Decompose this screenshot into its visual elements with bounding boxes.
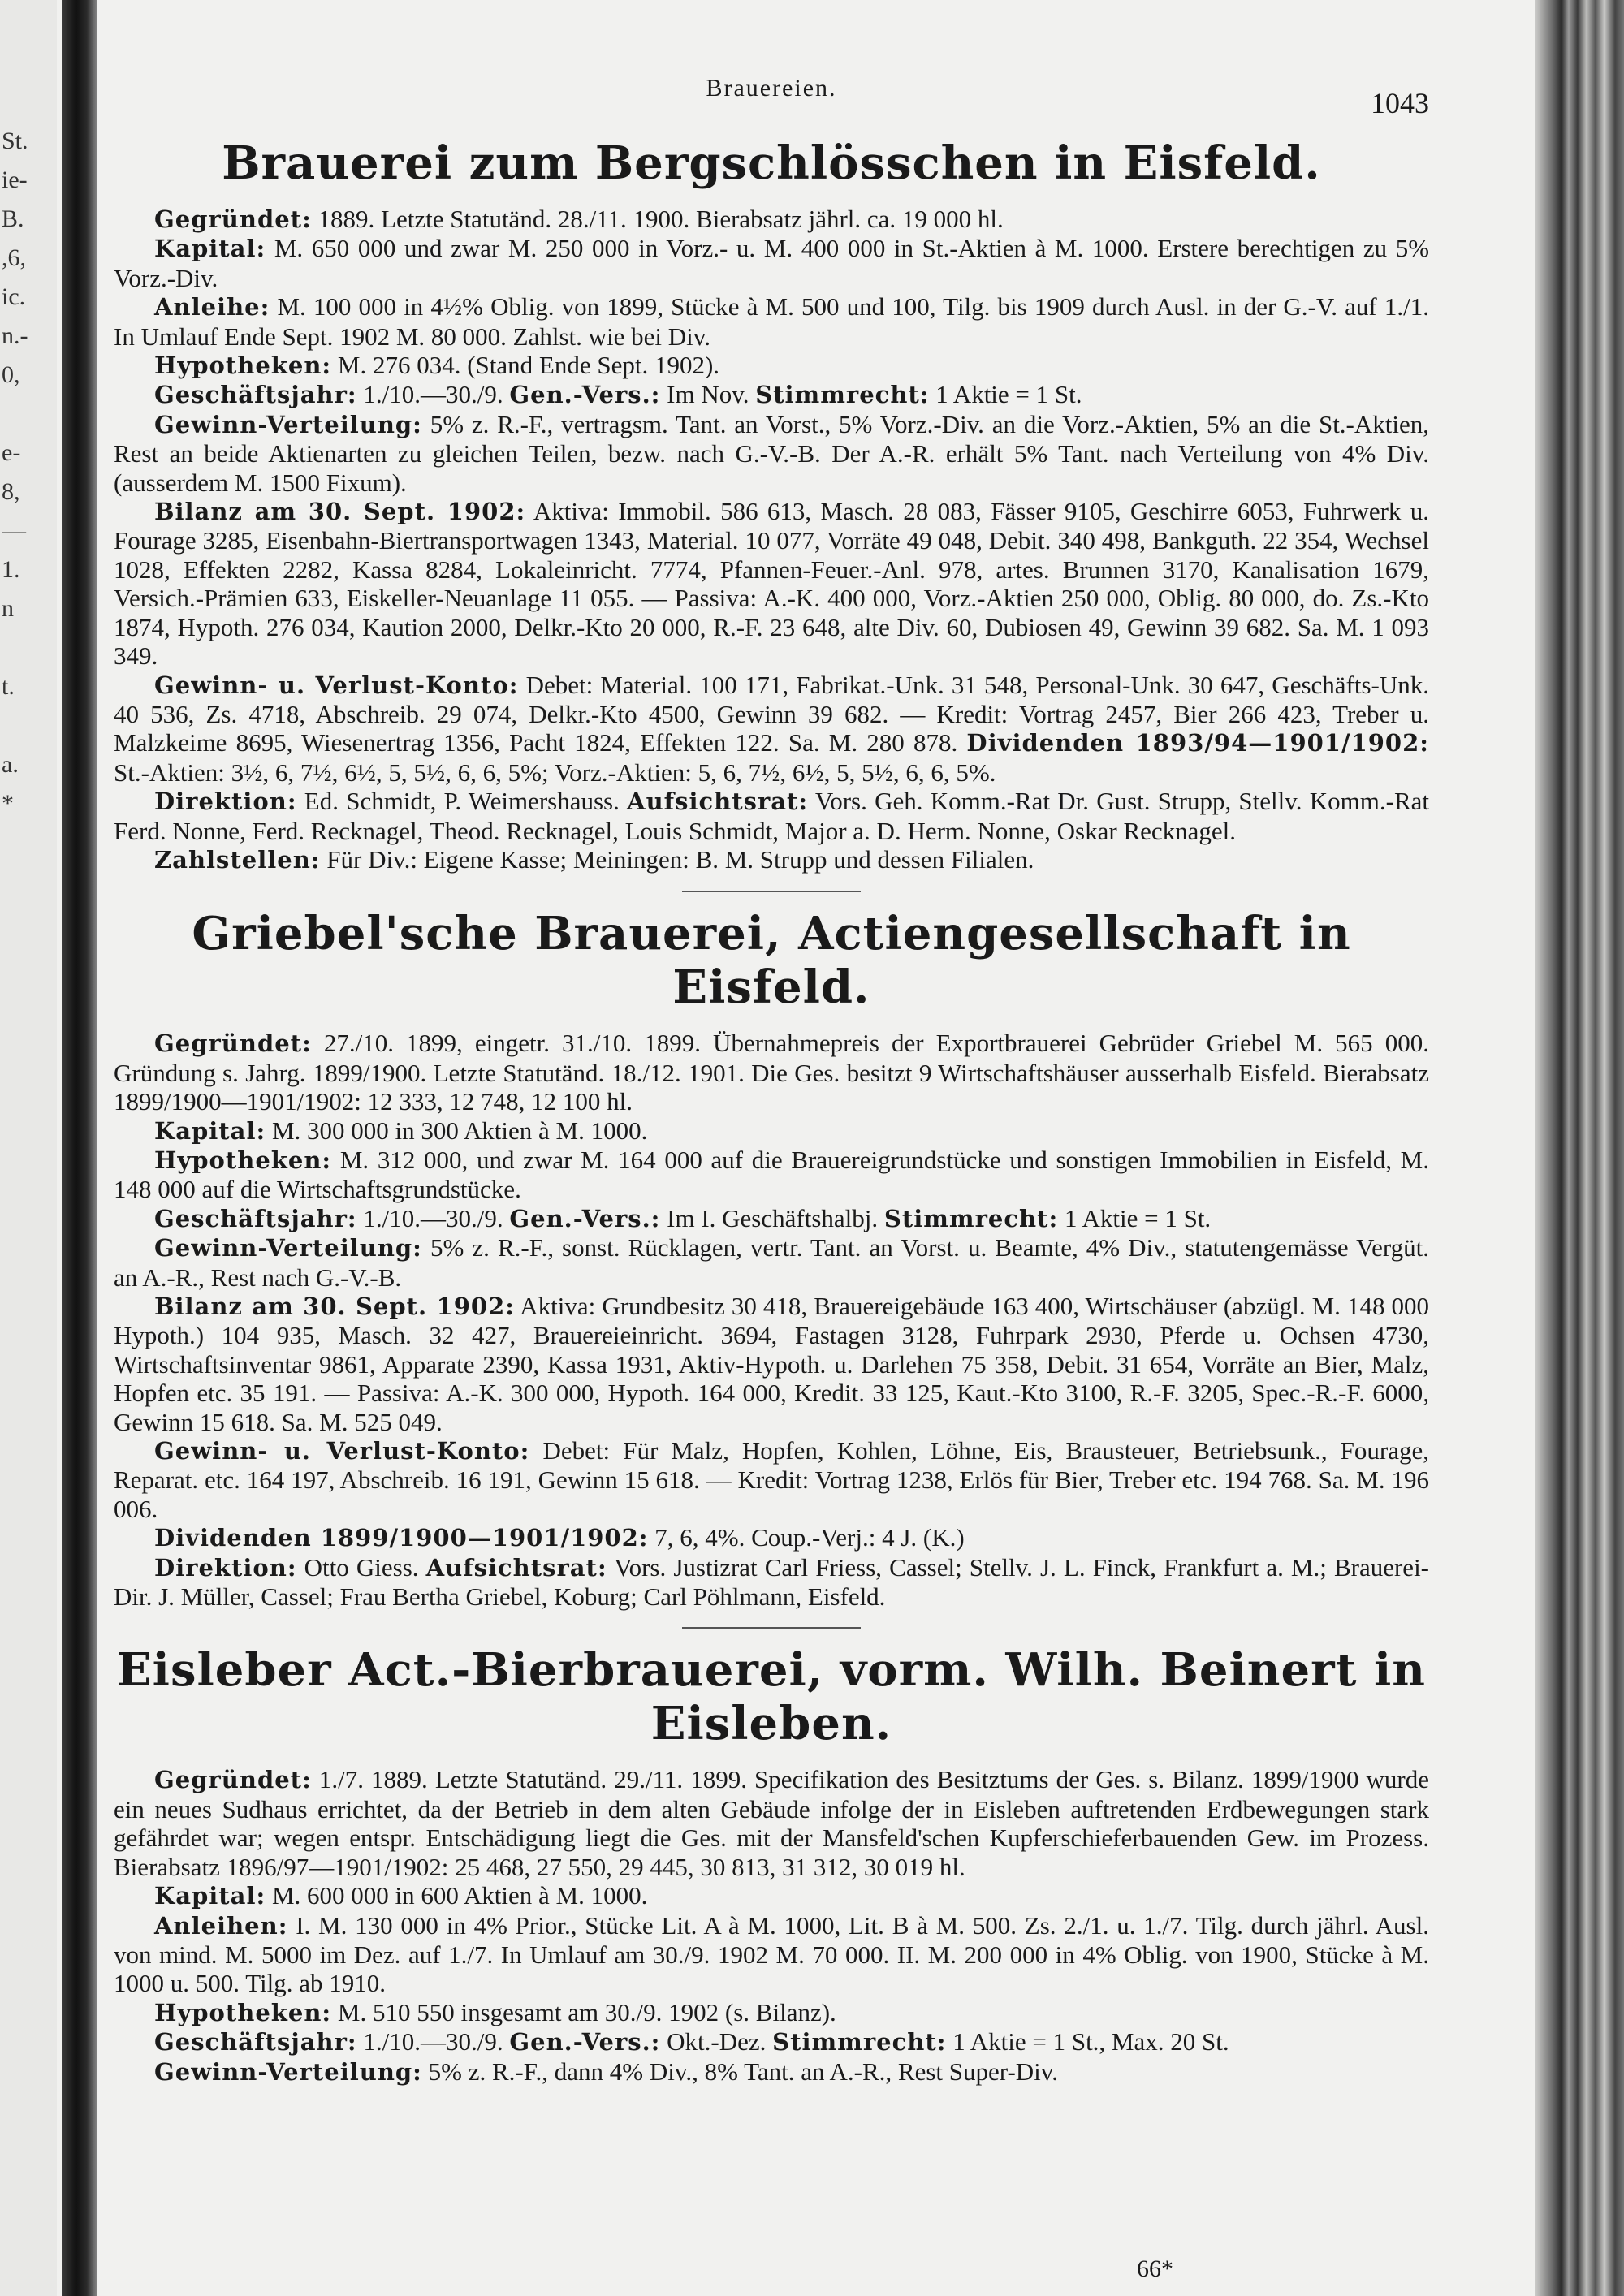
entry-paragraph [114,1233,1429,1292]
gutter-fragment [2,706,34,745]
entry-paragraph [114,1911,1429,1998]
left-page-edge [0,0,57,2296]
entry-label: Bilanz am 30. Sept. 1902: [154,498,526,526]
entry-text: M. 510 550 insgesamt am 30./9. 1902 (s. Bilanz). [337,1997,836,2026]
entry-label: Gen.-Vers.: [509,1204,661,1232]
entry-text: 27./10. 1899, eingetr. 31./10. 1899. Übernahmepreis der Exportbrauerei Gebrüder Griebel M. 565 000. Gründung s. Jahrg. 1899/1900. Letzte Statutänd. 18./12. 1901. Die Ges. besitzt 9 Wirtschaftshäuser ausserhalb Eisfeld. Bierabsatz 1899/1900—1901/1902: 12 333, 12 748, 12 100 hl. [114,1029,1429,1116]
entry-paragraph [114,1881,1429,1910]
entry-label: Anleihen: [154,1911,288,1940]
entry-paragraph [114,292,1429,351]
entry-label: Direktion: [154,1553,297,1582]
company-title: Griebel'sche Brauerei, Actiengesellschaft in Eisfeld. [192,907,1351,1015]
entry-label: Zahlstellen: [154,845,321,874]
entry-paragraph [114,351,1429,380]
entry-paragraph [114,2057,1429,2087]
gutter-fragment: ,6, [2,244,26,271]
entry-text: M. 650 000 und zwar M. 250 000 in Vorz.- u. M. 400 000 in St.-Aktien à M. 1000. Erstere berechtigen zu 5% Vorz.-Div. [114,234,1430,292]
entry-text: 5% z. R.-F., vertragsm. Tant. an Vorst., 5% Vorz.-Div. an die Vorz.-Aktien, 5% an die St.-Aktien, Rest an beide Aktienarten zu gleichen Teilen, bezw. nach G.-V.-B. Der A.-R. erhält 5% Tant. nach Verteilung von 4% Div. (ausserdem M. 1500 Fixum). [114,409,1430,497]
entry-text: Ed. Schmidt, P. Weimershauss. [304,787,620,816]
entry-text: I. M. 130 000 in 4% Prior., Stücke Lit. A à M. 1000, Lit. B à M. 500. Zs. 2./1. u. 1./7. Tilg. durch jährl. Ausl. von mind. M. 5000 im Dez. auf 1./7. In Umlauf am 30./9. 1902 M. 70 000. II. M. 200 000 in 4% Oblig. von 1900, Stücke à M. 1000 u. 500. Tilg. ab 1910. [114,1910,1429,1998]
entry-label: Dividenden 1893/94—1901/1902: [966,729,1429,757]
entry-paragraph [114,1292,1429,1436]
entry-label: Kapital: [154,235,266,263]
entry-label: Stimmrecht: [883,1204,1059,1232]
entry-text: M. 600 000 in 600 Aktien à M. 1000. [271,1881,648,1910]
gutter-fragment: n.- [2,322,28,349]
entry-text: 7, 6, 4%. Coup.-Verj.: 4 J. (K.) [654,1523,965,1552]
entry-text: Vors. Justizrat Carl Friess, Cassel; Stellv. J. L. Finck, Frankfurt a. M.; Brauerei-Dir. J. Müller, Cassel; Frau Bertha Griebel, Koburg; Carl Pöhlmann, Eisfeld. [114,1552,1430,1612]
gutter-fragment [2,395,34,434]
entry-text: 1./10.—30./9. [363,2027,503,2056]
gutter-fragment: St. [2,127,28,154]
entry-label: Hypotheken: [154,352,332,380]
section-divider [682,891,861,892]
entry-label: Aufsichtsrat: [425,1553,607,1582]
company-title: Eisleber Act.-Bierbrauerei, vorm. Wilh. Beinert in Eisleben. [117,1643,1426,1751]
entry-paragraph [114,1523,1429,1552]
entry-label: Gewinn- u. Verlust-Konto: [154,1437,530,1465]
entry-text: Für Div.: Eigene Kasse; Meiningen: B. M. Strupp und dessen Filialen. [326,844,1034,874]
company-section [114,907,1429,1611]
entry-text: Aktiva: Grundbesitz 30 418, Brauereigebäude 163 400, Wirtschäuser (abzügl. M. 148 000 Hypoth.) 104 935, Masch. 32 427, Brauereieinricht. 3694, Fastagen 3128, Fuhrpark 2930, Pferde u. Ochsen 4730, Wirtschaftsinventar 9861, Apparate 2390, Kassa 1931, Aktiv-Hypoth. u. Darlehen 75 358, Debit. 31 654, Vorräte an Bier, Malz, Hopfen etc. 35 191. — Passiva: A.-K. 300 000, Hypoth. 164 000, Kredit. 33 125, Kaut.-Kto 3100, R.-F. 3205, Spec.-R.-F. 6000, Gewinn 15 618. Sa. M. 525 049. [114,1292,1430,1436]
entry-paragraph [114,205,1429,234]
entry-label: Stimmrecht: [772,2028,947,2056]
gutter-fragment: ie- [2,166,28,193]
gutter-fragment: B. [2,205,24,232]
entry-text: 1./10.—30./9. [363,1203,503,1232]
entry-label: Gewinn-Verteilung: [154,410,422,438]
entry-text: Debet: Für Malz, Hopfen, Kohlen, Löhne, Eis, Brausteuer, Betriebsunk., Fourage, Reparat. etc. 164 197, Abschreib. 16 191, Gewinn 15 618. — Kredit: Vortrag 1238, Erlös für Bier, Treber etc. 194 768. Sa. M. 196 006. [114,1436,1429,1523]
entry-text: Vors. Geh. Komm.-Rat Dr. Gust. Strupp, Stellv. Komm.-Rat Ferd. Nonne, Ferd. Recknagel, Theod. Recknagel, Louis Schmidt, Major a. D. Herm. Nonne, Oskar Recknagel. [114,787,1429,845]
entry-label: Gewinn-Verteilung: [154,1234,422,1262]
gutter-fragment: t. [2,673,15,700]
entry-paragraph [114,1146,1429,1204]
gutter-fragment: a. [2,751,19,778]
entry-label: Anleihe: [154,293,270,322]
gutter-fragment: — [2,517,26,544]
entry-paragraph [114,1116,1429,1146]
running-title: Brauereien. [706,75,837,101]
entry-label: Kapital: [154,1116,266,1145]
entry-label: Aufsichtsrat: [627,788,809,816]
gutter-fragment [2,628,34,667]
gutter-fragment: e- [2,439,21,466]
entry-paragraph [114,380,1429,409]
signature-mark: 66* [1137,2255,1173,2282]
entry-label: Gewinn- u. Verlust-Konto: [154,671,519,699]
entry-text: Otto Giess. [304,1552,419,1582]
gutter-fragment: 0, [2,361,20,388]
entry-text: Debet: Material. 100 171, Fabrikat.-Unk. 31 548, Personal-Unk. 30 647, Geschäfts-Unk. 40 536, Zs. 4718, Abschreib. 29 074, Delkr.-Kto 4500, Gewinn 39 682. — Kredit: Vortrag 2457, Bier 266 423, Treber u. Malzkeime 8695, Wiesenertrag 1356, Pacht 1824, Effekten 122. Sa. M. 280 878. [114,670,1429,757]
entry-text: Aktiva: Immobil. 586 613, Masch. 28 083, Fässer 9105, Geschirre 6053, Fuhrwerk u. Fourage 3285, Eisenbahn-Biertransportwagen 1343, Material. 10 077, Vorräte 49 048, Debit. 340 498, Bankguth. 22 354, Wechsel 1028, Effekten 2282, Kassa 8284, Lokaleinricht. 7774, Pfannen-Feuer.-Anl. 978, artes. Brunnen 3170, Kanalisation 1679, Versich.-Prämien 633, Eiskeller-Neuanlage 11 055. — Passiva: A.-K. 400 000, Vorz.-Aktien 250 000, Oblig. 80 000, do. Zs.-Kto 1874, Hypoth. 276 034, Kaution 2000, Delkr.-Kto 20 000, R.-F. 23 648, alte Div. 60, Dubiosen 49, Gewinn 39 682. Sa. M. 1 093 349. [114,497,1430,671]
entry-label: Kapital: [154,1882,266,1910]
entry-paragraph [114,1204,1429,1233]
entry-label: Geschäftsjahr: [154,2028,357,2056]
entry-text: M. 100 000 in 4½% Oblig. von 1899, Stücke à M. 500 und 100, Tilg. bis 1909 durch Ausl. in der G.-V. auf 1./1. In Umlauf Ende Sept. 1902 M. 80 000. Zahlst. wie bei Div. [114,292,1429,351]
running-head [114,65,1429,122]
gutter-fragment: 1. [2,556,20,583]
page-stack-edge [1535,0,1624,2296]
entry-text: 1 Aktie = 1 St. [935,380,1082,409]
entry-label: Geschäftsjahr: [154,1204,357,1232]
entry-paragraph [114,1765,1429,1881]
entry-paragraph [114,234,1429,292]
gutter-fragment: * [2,790,14,817]
entry-text: Im I. Geschäftshalbj. [667,1203,879,1232]
entry-label: Gen.-Vers.: [509,2028,661,2056]
entry-label: Gewinn-Verteilung: [154,2057,422,2086]
entry-label: Gegründet: [154,1029,312,1058]
entry-label: Dividenden 1899/1900—1901/1902: [154,1524,649,1552]
entry-label: Hypotheken: [154,1998,332,2026]
left-page-fragments [2,122,34,823]
gutter-fragment: 8, [2,478,20,505]
entry-paragraph [114,1436,1429,1523]
entry-label: Hypotheken: [154,1146,332,1174]
entry-label: Geschäftsjahr: [154,381,357,409]
company-title: Brauerei zum Bergschlösschen in Eisfeld. [222,136,1321,190]
entry-text: 1./10.—30./9. [363,380,503,409]
entry-label: Gegründet: [154,1766,312,1794]
entry-paragraph [114,845,1429,874]
entry-label: Gegründet: [154,205,312,233]
entry-paragraph [114,1029,1429,1116]
entry-text: 1 Aktie = 1 St. [1064,1203,1212,1232]
entry-paragraph [114,497,1429,670]
gutter-fragment: ic. [2,283,26,310]
entry-label: Gen.-Vers.: [509,381,661,409]
entry-label: Direktion: [154,788,297,816]
entry-text: Okt.-Dez. [667,2027,767,2056]
entry-text: 5% z. R.-F., sonst. Rücklagen, vertr. Tant. an Vorst. u. Beamte, 4% Div., statutengemässe Vergüt. an A.-R., Rest nach G.-V.-B. [114,1233,1430,1292]
entry-text: 1889. Letzte Statutänd. 28./11. 1900. Bierabsatz jährl. ca. 19 000 hl. [317,205,1004,233]
company-list [114,136,1429,2087]
entry-text: St.-Aktien: 3½, 6, 7½, 6½, 5, 5½, 6, 6, 5%; Vorz.-Aktien: 5, 6, 7½, 6½, 5, 5½, 6, 6, 5%. [114,757,996,787]
entry-label: Stimmrecht: [755,381,930,409]
entry-text: 1 Aktie = 1 St., Max. 20 St. [952,2027,1229,2056]
entry-paragraph [114,787,1429,845]
entry-text: Im Nov. [667,380,749,409]
entry-paragraph [114,1998,1429,2027]
entry-label: Bilanz am 30. Sept. 1902: [154,1293,515,1320]
company-section [114,136,1429,874]
section-divider [682,1627,861,1629]
entry-text: 5% z. R.-F., dann 4% Div., 8% Tant. an A.-R., Rest Super-Div. [428,2056,1059,2086]
entry-text: M. 312 000, und zwar M. 164 000 auf die Brauereigrundstücke und sonstigen Immobilien in Eisfeld, M. 148 000 auf die Wirtschaftsgrundstücke. [114,1145,1429,1204]
book-spine [62,0,97,2296]
entry-text: M. 300 000 in 300 Aktien à M. 1000. [271,1116,648,1145]
page-number: 1043 [1371,87,1429,119]
entry-text: 1./7. 1889. Letzte Statutänd. 29./11. 1899. Specifikation des Besitztums der Ges. s. Bilanz. 1899/1900 wurde ein neues Sudhaus errichtet, da der Betrieb in dem alten Gebäude infolge der in Eisleben auftretenden Erdbewegungen stark gefährdet war; wegen entspr. Entschädigung liegt die Ges. mit der Mansfeld'schen Kupferschieferbauenden Gew. im Prozess. Bierabsatz 1896/97—1901/1902: 25 468, 27 550, 29 445, 30 813, 31 312, 30 019 hl. [114,1765,1429,1881]
entry-paragraph [114,410,1429,497]
entry-paragraph [114,1553,1429,1612]
company-section [114,1643,1429,2086]
page [114,65,1429,2087]
entry-paragraph [114,671,1429,788]
entry-text: M. 276 034. (Stand Ende Sept. 1902). [337,351,720,380]
gutter-fragment: n [2,595,14,622]
entry-paragraph [114,2027,1429,2056]
